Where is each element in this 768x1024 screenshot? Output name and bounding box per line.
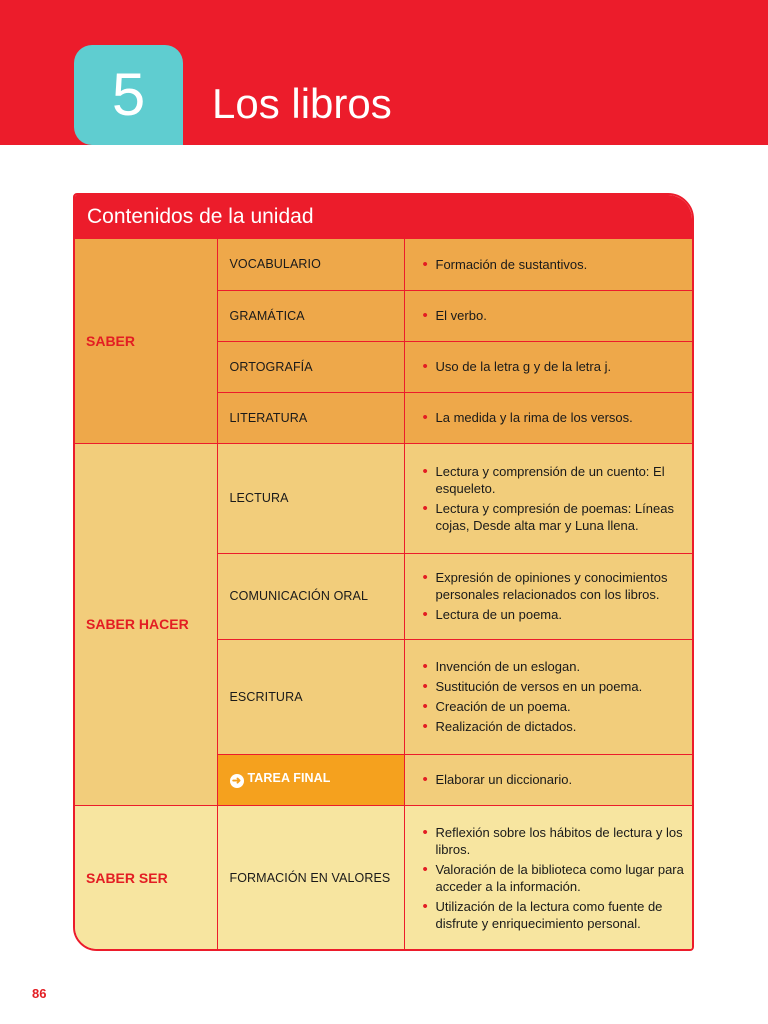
list-item: • Lectura de un poema. — [423, 606, 685, 623]
list-item: • El verbo. — [423, 307, 685, 324]
subcategory-escritura: ESCRITURA — [217, 639, 404, 754]
subcategory-formacion-en-valores: FORMACIÓN EN VALORES — [217, 805, 404, 950]
list-item: • Lectura y compresión de poemas: Líneas cojas, Desde alta mar y Luna llena. — [423, 500, 685, 534]
list-item: • Expresión de opiniones y conocimientos personales relacionados con los libros. — [423, 569, 685, 603]
arrow-right-icon: ➜ — [230, 774, 244, 788]
row-items — [404, 443, 692, 553]
row-items — [404, 290, 692, 341]
tarea-final-label: TAREA FINAL — [247, 771, 331, 785]
list-item: • Invención de un eslogan. — [423, 658, 685, 675]
list-item: • Formación de sustantivos. — [423, 256, 685, 273]
row-items — [404, 639, 692, 754]
row-items — [404, 754, 692, 805]
subcategory-tarea-final — [217, 754, 404, 805]
list-item: • Creación de un poema. — [423, 698, 685, 715]
row-items — [404, 392, 692, 443]
category-saber-ser: SABER SER — [75, 805, 217, 950]
row-items — [404, 553, 692, 639]
unit-number-badge: 5 — [74, 45, 183, 145]
list-item: • La medida y la rima de los versos. — [423, 409, 685, 426]
contents-card — [73, 193, 694, 951]
list-item: • Realización de dictados. — [423, 718, 685, 735]
subcategory-lectura: LECTURA — [217, 443, 404, 553]
row-items — [404, 341, 692, 392]
row-items — [404, 239, 692, 290]
category-saber-hacer: SABER HACER — [75, 443, 217, 805]
table-row — [75, 239, 692, 290]
table-row — [75, 805, 692, 950]
unit-title: Los libros — [212, 80, 392, 127]
subcategory-gramatica: GRAMÁTICA — [217, 290, 404, 341]
list-item: • Sustitución de versos en un poema. — [423, 678, 685, 695]
list-item: • Uso de la letra g y de la letra j. — [423, 358, 685, 375]
subcategory-vocabulario: VOCABULARIO — [217, 239, 404, 290]
subcategory-ortografia: ORTOGRAFÍA — [217, 341, 404, 392]
table-row — [75, 443, 692, 553]
category-saber: SABER — [75, 239, 217, 443]
list-item: • Valoración de la biblioteca como lugar para acceder a la información. — [423, 861, 685, 895]
list-item: • Elaborar un diccionario. — [423, 771, 685, 788]
page-number: 86 — [32, 986, 47, 1001]
list-item: • Reflexión sobre los hábitos de lectura y los libros. — [423, 824, 685, 858]
subcategory-literatura: LITERATURA — [217, 392, 404, 443]
row-items — [404, 805, 692, 950]
list-item: • Utilización de la lectura como fuente de disfrute y enriquecimiento personal. — [423, 898, 685, 932]
contents-table — [75, 239, 692, 950]
card-title: Contenidos de la unidad — [75, 195, 692, 239]
subcategory-comunicacion-oral: COMUNICACIÓN ORAL — [217, 553, 404, 639]
list-item: • Lectura y comprensión de un cuento: El esqueleto. — [423, 463, 685, 497]
